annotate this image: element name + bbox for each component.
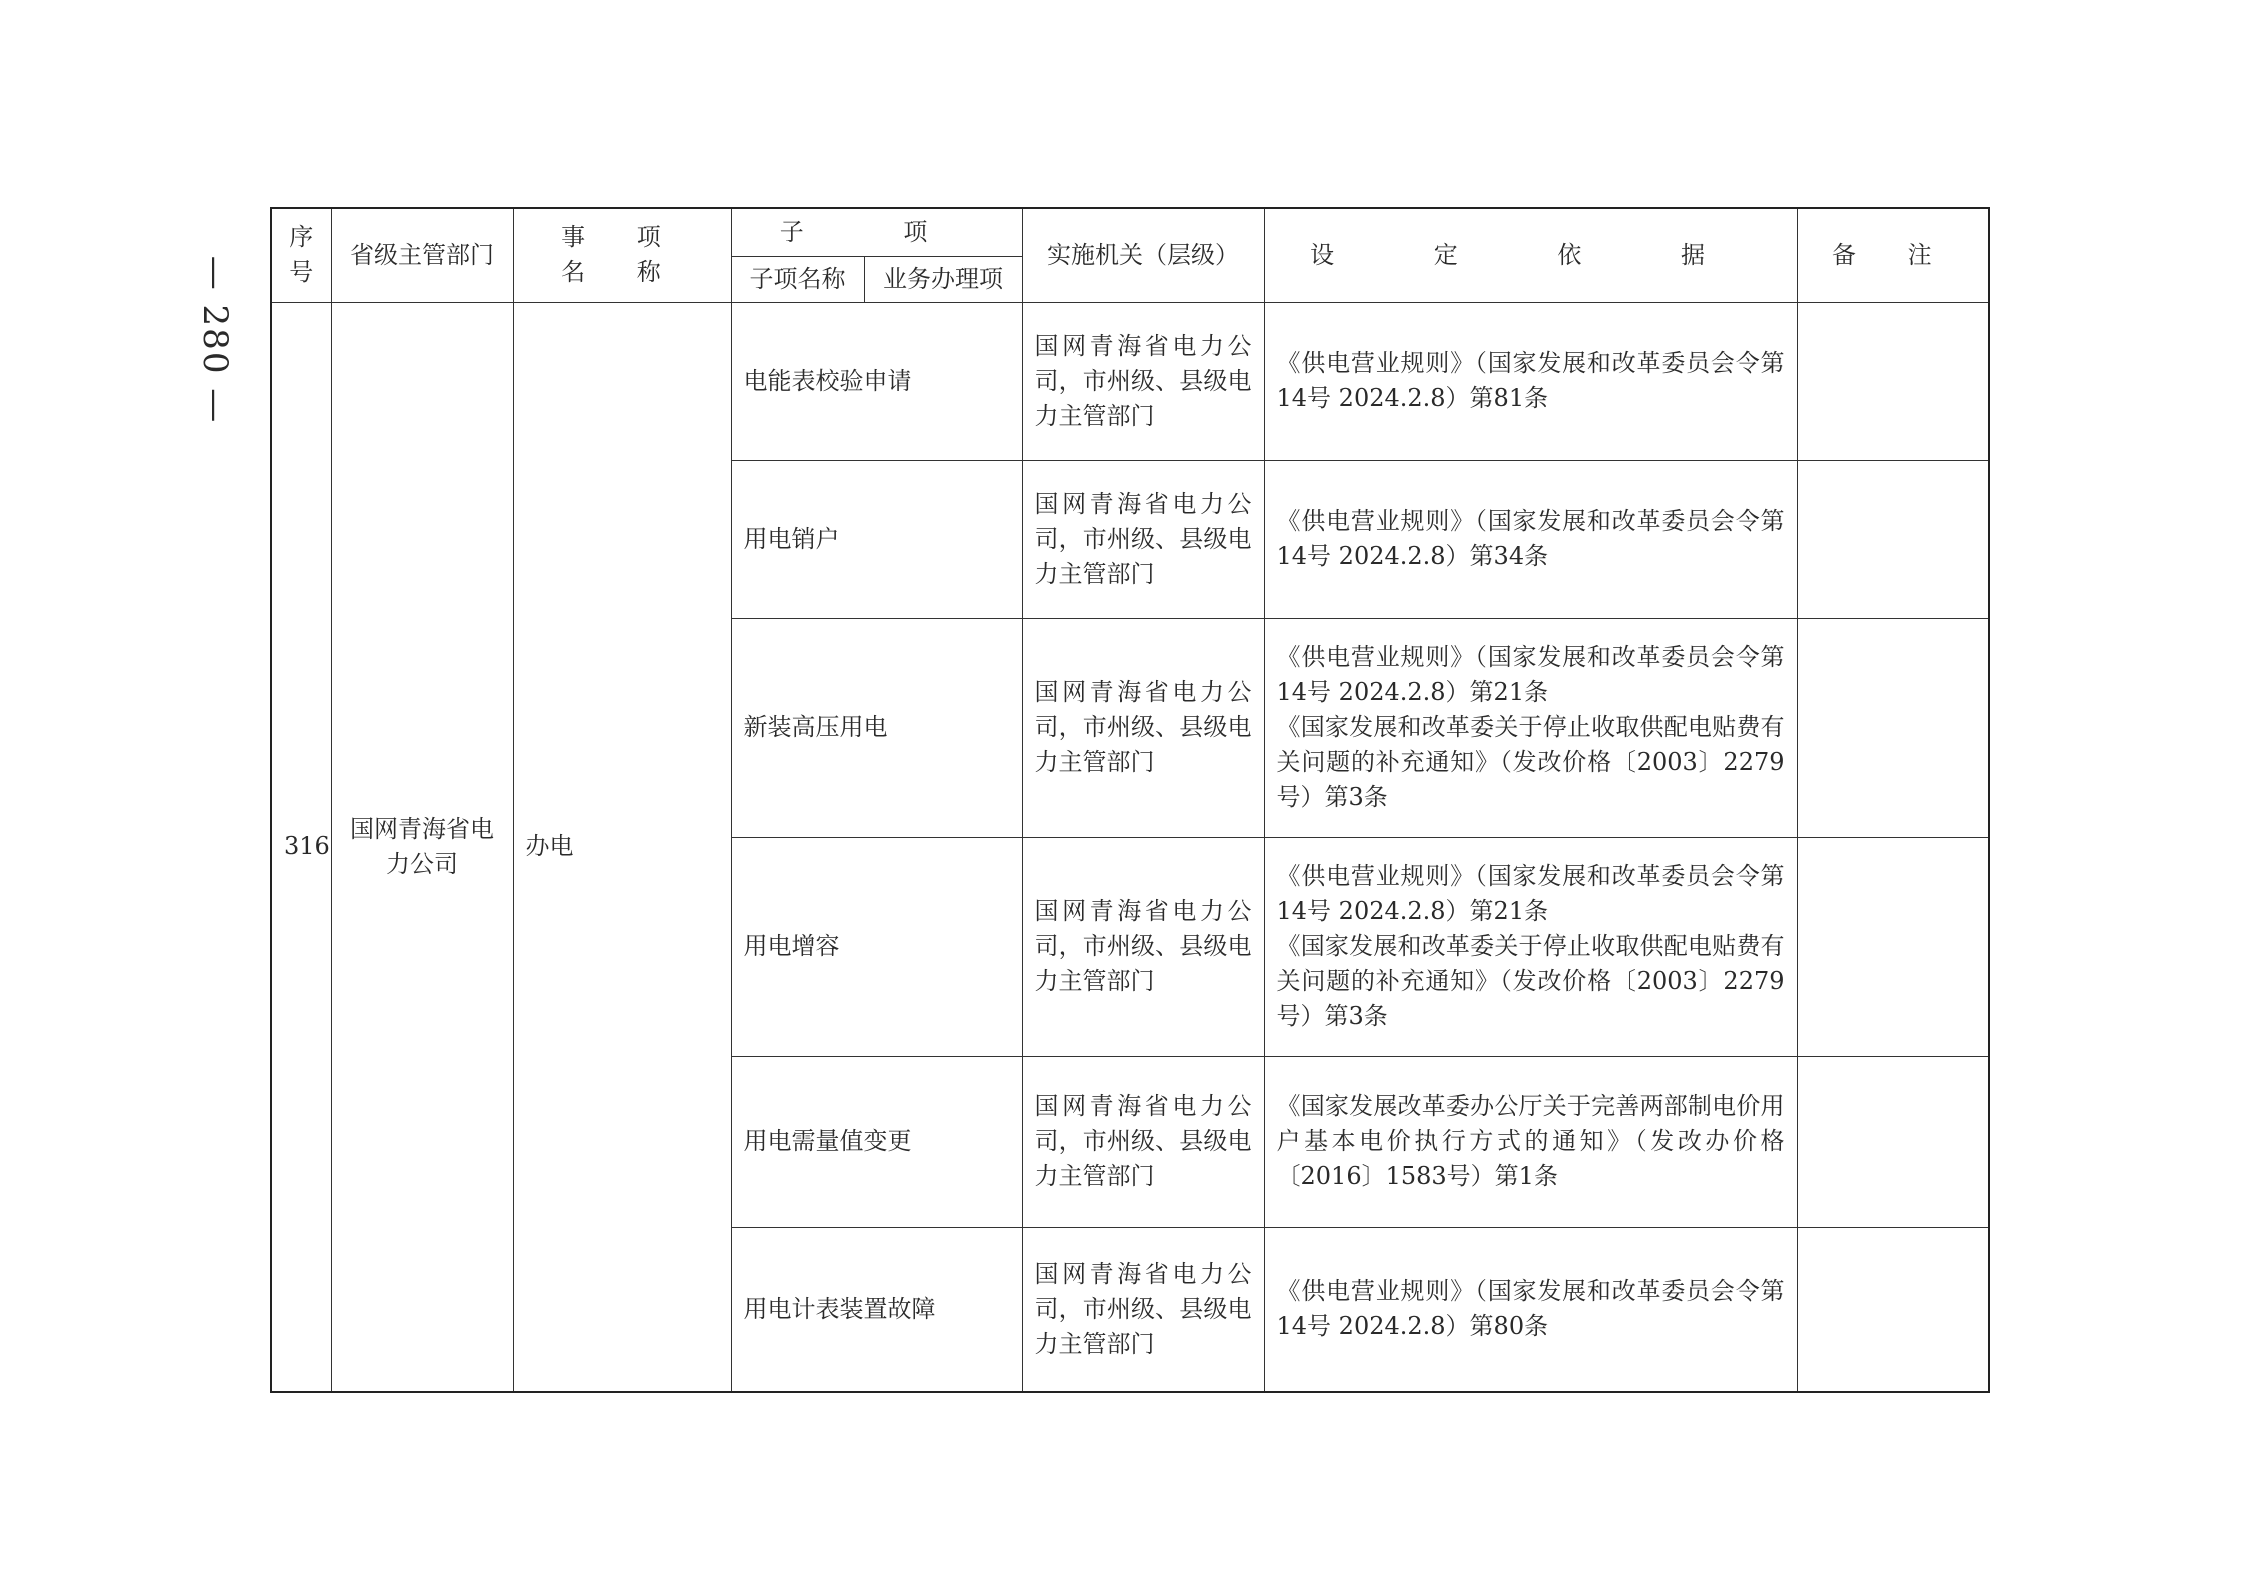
seq-cell: 316 — [271, 302, 331, 1392]
impl-cell: 国网青海省电力公司，市州级、县级电力主管部门 — [1022, 460, 1264, 618]
basis-cell — [1264, 302, 1797, 460]
remark-cell — [1797, 302, 1989, 460]
header-row-1 — [271, 208, 1989, 256]
remark-cell — [1797, 837, 1989, 1056]
basis-line: 《供电营业规则》（国家发展和改革委员会令第14号 2024.2.8）第21条 — [1276, 643, 1785, 706]
header-dept: 省级主管部门 — [331, 208, 513, 302]
page-number-text: — 280 — — [195, 255, 235, 425]
item-cell: 办电 — [513, 302, 731, 1392]
remark-cell — [1797, 1056, 1989, 1227]
header-item: 事 项 名 称 — [513, 208, 731, 302]
basis-line: 《国家发展和改革委关于停止收取供配电贴费有关问题的补充通知》（发改价格〔2003〕2279号）第3条 — [1276, 713, 1785, 811]
impl-cell: 国网青海省电力公司，市州级、县级电力主管部门 — [1022, 618, 1264, 837]
items-table — [270, 207, 1990, 1393]
header-basis: 设 定 依 据 — [1264, 208, 1797, 302]
sub-name-cell: 用电计表装置故障 — [731, 1227, 1022, 1392]
dept-cell: 国网青海省电力公司 — [331, 302, 513, 1392]
impl-cell: 国网青海省电力公司，市州级、县级电力主管部门 — [1022, 837, 1264, 1056]
basis-cell — [1264, 1056, 1797, 1227]
basis-line: 《供电营业规则》（国家发展和改革委员会令第14号 2024.2.8）第81条 — [1276, 349, 1785, 412]
sub-name-cell: 新装高压用电 — [731, 618, 1022, 837]
header-sub-business: 业务办理项 — [864, 256, 1022, 302]
basis-line: 《国家发展和改革委关于停止收取供配电贴费有关问题的补充通知》（发改价格〔2003〕2279号）第3条 — [1276, 932, 1785, 1030]
remark-cell — [1797, 460, 1989, 618]
basis-line: 《国家发展改革委办公厅关于完善两部制电价用户基本电价执行方式的通知》（发改办价格〔2016〕1583号）第1条 — [1276, 1092, 1785, 1190]
sub-name-cell: 用电销户 — [731, 460, 1022, 618]
impl-cell: 国网青海省电力公司，市州级、县级电力主管部门 — [1022, 302, 1264, 460]
basis-line: 《供电营业规则》（国家发展和改革委员会令第14号 2024.2.8）第80条 — [1276, 1277, 1785, 1341]
sub-name-cell: 用电需量值变更 — [731, 1056, 1022, 1227]
page-number — [175, 250, 255, 430]
header-impl: 实施机关（层级） — [1022, 208, 1264, 302]
header-sub-name: 子项名称 — [731, 256, 864, 302]
header-sub: 子 项 — [731, 208, 1022, 256]
basis-cell — [1264, 460, 1797, 618]
remark-cell — [1797, 618, 1989, 837]
impl-cell: 国网青海省电力公司，市州级、县级电力主管部门 — [1022, 1056, 1264, 1227]
remark-cell — [1797, 1227, 1989, 1392]
basis-line: 《供电营业规则》（国家发展和改革委员会令第14号 2024.2.8）第21条 — [1276, 862, 1785, 925]
impl-cell: 国网青海省电力公司，市州级、县级电力主管部门 — [1022, 1227, 1264, 1392]
sub-name-cell: 电能表校验申请 — [731, 302, 1022, 460]
table-row — [271, 302, 1989, 460]
basis-cell — [1264, 618, 1797, 837]
basis-cell — [1264, 837, 1797, 1056]
header-seq: 序号 — [271, 208, 331, 302]
basis-line: 《供电营业规则》（国家发展和改革委员会令第14号 2024.2.8）第34条 — [1276, 507, 1785, 570]
sub-name-cell: 用电增容 — [731, 837, 1022, 1056]
basis-cell — [1264, 1227, 1797, 1392]
header-remark: 备 注 — [1797, 208, 1989, 302]
